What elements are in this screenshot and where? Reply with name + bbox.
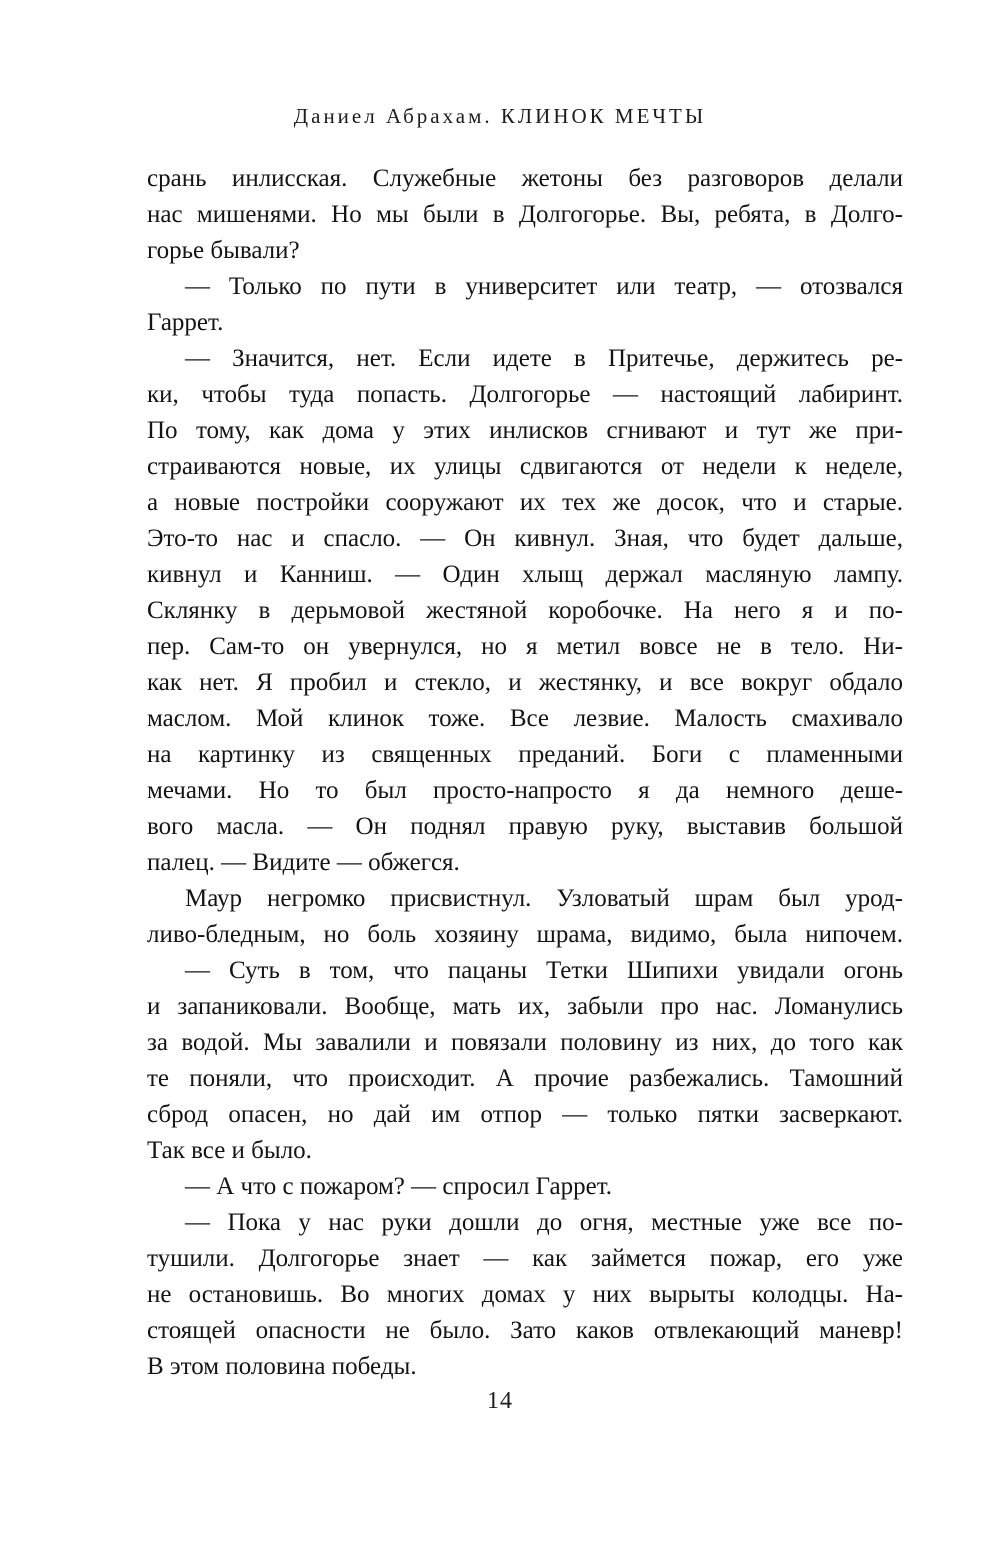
text-line: — Только по пути в университет или театр, — отозвался [185,273,903,300]
text-line: тушили. Долгогорье знает — как займется пожар, его уже [147,1245,903,1272]
text-line: нас мишенями. Но мы были в Долгогорье. Вы, ребята, в Долго- [147,201,903,228]
text-line: и запаниковали. Вообще, мать их, забыли про нас. Ломанулись [147,993,903,1020]
text-line: срань инлисская. Служебные жетоны без разговоров делали [147,165,903,192]
text-line: В этом половина победы. [147,1353,417,1380]
text-line: за водой. Мы завалили и повязали половину из них, до того как [147,1029,903,1056]
text-line: стоящей опасности не было. Зато каков отвлекающий маневр! [147,1317,903,1344]
text-line: вого масла. — Он поднял правую руку, выставив большой [147,813,903,840]
text-line: на картинку из священных преданий. Боги с пламенными [147,741,903,768]
text-line: Маур негромко присвистнул. Узловатый шрам был урод- [185,885,903,912]
text-line: ки, чтобы туда попасть. Долгогорье — настоящий лабиринт. [147,381,903,408]
text-line: горье бывали? [147,237,300,264]
text-line: — Пока у нас руки дошли до огня, местные уже все по- [185,1209,903,1236]
text-line: — А что с пожаром? — спросил Гаррет. [185,1173,613,1200]
text-line: Гаррет. [147,309,224,336]
running-header: Даниел Абрахам. КЛИНОК МЕЧТЫ [293,104,707,128]
text-line: Склянку в дерьмовой жестяной коробочке. На него я и по- [147,597,903,624]
text-line: мечами. Но то был просто-напросто я да немного деше- [147,777,903,804]
text-line: страиваются новые, их улицы сдвигаются от недели к неделе, [147,453,903,480]
text-line: те поняли, что происходит. А прочие разбежались. Тамошний [147,1065,903,1092]
text-line: не остановишь. Во многих домах у них вырыты колодцы. На- [147,1281,903,1308]
text-line: маслом. Мой клинок тоже. Все лезвие. Малость смахивало [147,705,903,732]
text-line: Это-то нас и спасло. — Он кивнул. Зная, что будет дальше, [147,525,903,552]
text-line: как нет. Я пробил и стекло, и жестянку, и все вокруг обдало [147,669,903,696]
body-text [147,161,903,1385]
text-line: — Значится, нет. Если идете в Притечье, держитесь ре- [185,345,903,372]
text-line: сброд опасен, но дай им отпор — только пятки засверкают. [147,1101,903,1128]
text-line: а новые постройки сооружают их тех же досок, что и старые. [147,489,903,516]
text-line: пер. Сам-то он увернулся, но я метил вовсе не в тело. Ни- [147,633,903,660]
text-line: палец. — Видите — обжегся. [147,849,460,876]
text-line: По тому, как дома у этих инлисков сгнивают и тут же при- [147,417,903,444]
text-line: ливо-бледным, но боль хозяину шрама, видимо, была нипочем. [147,921,903,948]
text-line: Так все и было. [147,1137,312,1164]
text-line: кивнул и Канниш. — Один хлыщ держал масляную лампу. [147,561,903,588]
text-line: — Суть в том, что пацаны Тетки Шипихи увидали огонь [185,957,903,984]
page-number: 14 [487,1388,513,1414]
